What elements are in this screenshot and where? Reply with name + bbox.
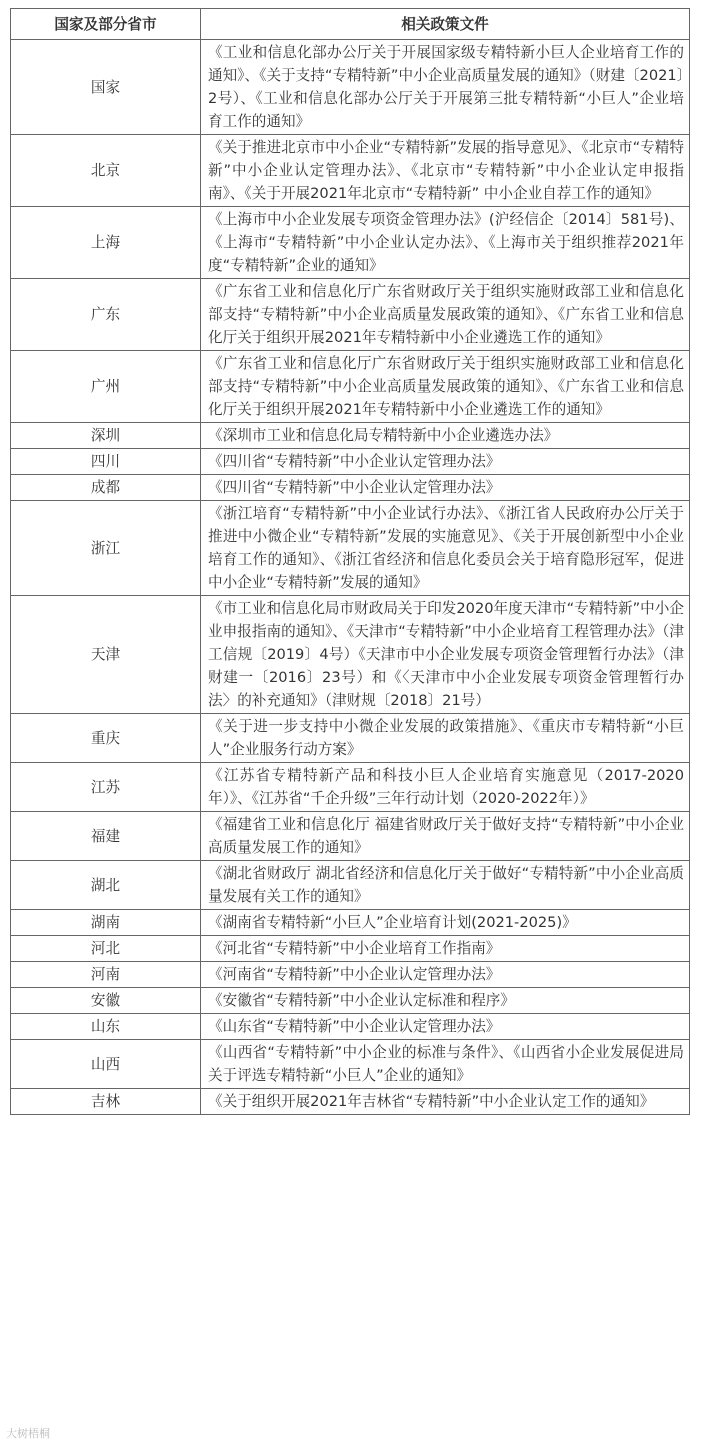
- table-row: [11, 501, 690, 596]
- docs-cell: 《深圳市工业和信息化局专精特新中小企业遴选办法》: [201, 423, 690, 449]
- docs-cell: 《江苏省专精特新产品和科技小巨人企业培育实施意见（2017-2020年）》、《江苏省“千企升级”三年行动计划（2020-2022年）》: [201, 763, 690, 812]
- docs-cell: 《市工业和信息化局市财政局关于印发2020年度天津市“专精特新”中小企业申报指南的通知》、《天津市“专精特新”中小企业培育工程管理办法》（津工信规〔2019〕4号）《天津市中小企业发展专项资金管理暂行办法》（津财建一〔2016〕23号）和《〈天津市中小企业发展专项资金管理暂行办法〉的补充通知》（津财规〔2018〕21号）: [201, 596, 690, 714]
- region-cell: 四川: [11, 449, 201, 475]
- header-row: [11, 9, 690, 40]
- table-row: [11, 812, 690, 861]
- region-cell: 天津: [11, 596, 201, 714]
- table-row: [11, 423, 690, 449]
- docs-cell: 《浙江培育“专精特新”中小企业试行办法》、《浙江省人民政府办公厅关于推进中小微企业“专精特新”发展的实施意见》、《关于开展创新型中小企业培育工作的通知》、《浙江省经济和信息化委员会关于培育隐形冠军，促进中小企业“专精特新”发展的通知》: [201, 501, 690, 596]
- table-row: [11, 351, 690, 423]
- header-region: 国家及部分省市: [11, 9, 201, 40]
- table-row: [11, 910, 690, 936]
- docs-cell: 《河南省“专精特新”中小企业认定管理办法》: [201, 962, 690, 988]
- docs-cell: 《关于推进北京市中小企业“专精特新”发展的指导意见》、《北京市“专精特新”中小企业认定管理办法》、《北京市“专精特新”中小企业认定申报指南》、《关于开展2021年北京市“专精特新” 中小企业自荐工作的通知》: [201, 135, 690, 207]
- region-cell: 山东: [11, 1014, 201, 1040]
- table-row: [11, 962, 690, 988]
- region-cell: 上海: [11, 207, 201, 279]
- docs-cell: 《四川省“专精特新”中小企业认定管理办法》: [201, 449, 690, 475]
- region-cell: 山西: [11, 1040, 201, 1089]
- table-row: [11, 40, 690, 135]
- table-row: [11, 1014, 690, 1040]
- docs-cell: 《上海市中小企业发展专项资金管理办法》(沪经信企〔2014〕581号)、《上海市“专精特新”中小企业认定办法》、《上海市关于组织推荐2021年度“专精特新”企业的通知》: [201, 207, 690, 279]
- docs-cell: 《工业和信息化部办公厅关于开展国家级专精特新小巨人企业培育工作的通知》、《关于支持“专精特新”中小企业高质量发展的通知》（财建〔2021〕2号）、《工业和信息化部办公厅关于开展第三批专精特新“小巨人”企业培育工作的通知》: [201, 40, 690, 135]
- region-cell: 国家: [11, 40, 201, 135]
- docs-cell: 《关于进一步支持中小微企业发展的政策措施》、《重庆市专精特新“小巨人”企业服务行动方案》: [201, 714, 690, 763]
- watermark-text: 大树梧桐: [6, 1427, 50, 1440]
- table-row: [11, 596, 690, 714]
- docs-cell: 《山东省“专精特新”中小企业认定管理办法》: [201, 1014, 690, 1040]
- table-row: [11, 1089, 690, 1115]
- region-cell: 福建: [11, 812, 201, 861]
- table-row: [11, 936, 690, 962]
- docs-cell: 《湖南省专精特新“小巨人”企业培育计划(2021-2025)》: [201, 910, 690, 936]
- table-row: [11, 207, 690, 279]
- table-row: [11, 279, 690, 351]
- region-cell: 北京: [11, 135, 201, 207]
- policy-table: [10, 8, 690, 1115]
- docs-cell: 《湖北省财政厅 湖北省经济和信息化厅关于做好“专精特新”中小企业高质量发展有关工作的通知》: [201, 861, 690, 910]
- docs-cell: 《四川省“专精特新”中小企业认定管理办法》: [201, 475, 690, 501]
- region-cell: 深圳: [11, 423, 201, 449]
- table-row: [11, 861, 690, 910]
- table-row: [11, 1040, 690, 1089]
- region-cell: 湖南: [11, 910, 201, 936]
- table-row: [11, 988, 690, 1014]
- table-row: [11, 135, 690, 207]
- docs-cell: 《关于组织开展2021年吉林省“专精特新”中小企业认定工作的通知》: [201, 1089, 690, 1115]
- region-cell: 广州: [11, 351, 201, 423]
- region-cell: 浙江: [11, 501, 201, 596]
- table-row: [11, 714, 690, 763]
- docs-cell: 《河北省“专精特新”中小企业培育工作指南》: [201, 936, 690, 962]
- region-cell: 重庆: [11, 714, 201, 763]
- docs-cell: 《安徽省“专精特新”中小企业认定标准和程序》: [201, 988, 690, 1014]
- region-cell: 河北: [11, 936, 201, 962]
- docs-cell: 《广东省工业和信息化厅广东省财政厅关于组织实施财政部工业和信息化部支持“专精特新”中小企业高质量发展政策的通知》、《广东省工业和信息化厅关于组织开展2021年专精特新中小企业遴选工作的通知》: [201, 279, 690, 351]
- region-cell: 河南: [11, 962, 201, 988]
- docs-cell: 《广东省工业和信息化厅广东省财政厅关于组织实施财政部工业和信息化部支持“专精特新”中小企业高质量发展政策的通知》、《广东省工业和信息化厅关于组织开展2021年专精特新中小企业遴选工作的通知》: [201, 351, 690, 423]
- region-cell: 江苏: [11, 763, 201, 812]
- table-row: [11, 449, 690, 475]
- docs-cell: 《福建省工业和信息化厅 福建省财政厅关于做好支持“专精特新”中小企业高质量发展工作的通知》: [201, 812, 690, 861]
- region-cell: 成都: [11, 475, 201, 501]
- header-docs: 相关政策文件: [201, 9, 690, 40]
- table-row: [11, 475, 690, 501]
- region-cell: 安徽: [11, 988, 201, 1014]
- region-cell: 吉林: [11, 1089, 201, 1115]
- table-row: [11, 763, 690, 812]
- region-cell: 湖北: [11, 861, 201, 910]
- docs-cell: 《山西省“专精特新”中小企业的标准与条件》、《山西省小企业发展促进局关于评选专精特新“小巨人”企业的通知》: [201, 1040, 690, 1089]
- region-cell: 广东: [11, 279, 201, 351]
